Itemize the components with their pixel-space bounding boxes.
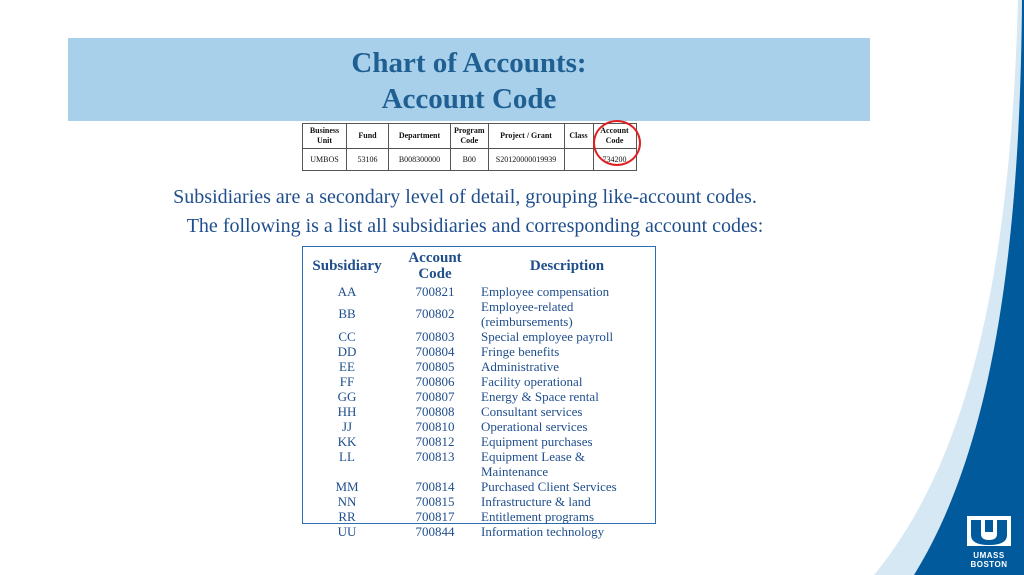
subsidiary-table-body (303, 284, 655, 539)
header-subsidiary: Subsidiary (312, 257, 382, 274)
account-code-cell: 700813 (415, 449, 455, 464)
table-row (303, 419, 655, 434)
intro-line-2: The following is a list all subsidiaries and corresponding account codes: (186, 215, 764, 237)
account-code-cell: 700803 (415, 329, 455, 344)
header-fund: Fund (347, 124, 389, 149)
value-class (564, 149, 593, 171)
account-code-cell: 700815 (415, 494, 455, 509)
value-business-unit: UMBOS (303, 149, 347, 171)
description-cell: Consultant services (481, 404, 583, 419)
slide-title-line-1: Chart of Accounts: (351, 47, 587, 79)
account-code-cell: 700812 (415, 434, 455, 449)
description-cell: Employee-related (reimbursements) (481, 299, 574, 329)
description-cell: Energy & Space rental (481, 389, 599, 404)
account-code-cell: 700810 (415, 419, 455, 434)
header-account-code: Account Code (408, 249, 462, 282)
subsidiary-cell: UU (337, 524, 357, 539)
header-program-code: Program Code (451, 124, 489, 149)
table-row (303, 509, 655, 524)
table-row (303, 344, 655, 359)
subsidiary-cell: EE (339, 359, 355, 374)
table-row (303, 389, 655, 404)
table-row (303, 284, 655, 299)
subsidiary-cell: CC (338, 329, 356, 344)
description-cell: Infrastructure & land (481, 494, 591, 509)
table-row (303, 479, 655, 494)
table-row (303, 434, 655, 449)
umass-boston-logo (963, 516, 1015, 569)
description-cell: Equipment Lease & Maintenance (481, 449, 585, 479)
description-cell: Purchased Client Services (481, 479, 617, 494)
subsidiary-cell: KK (337, 434, 357, 449)
table-row (303, 329, 655, 344)
subsidiary-cell: BB (338, 306, 356, 321)
slide-title-line-2: Account Code (381, 83, 557, 115)
subsidiary-cell: DD (337, 344, 357, 359)
subsidiary-cell: HH (337, 404, 357, 419)
header-description: Description (529, 257, 605, 274)
subsidiary-cell: GG (337, 389, 357, 404)
subsidiary-table (302, 246, 656, 539)
description-cell: Employee compensation (481, 284, 610, 299)
account-code-cell: 700802 (415, 306, 455, 321)
value-fund: 53106 (347, 149, 389, 171)
description-cell: Entitlement programs (481, 509, 595, 524)
description-cell: Operational services (481, 419, 588, 434)
table-row (303, 524, 655, 539)
subsidiary-cell: AA (337, 284, 357, 299)
value-department: B008300000 (389, 149, 451, 171)
chartfield-value-row (303, 149, 637, 171)
header-department: Department (389, 124, 451, 149)
account-code-cell: 700844 (415, 524, 455, 539)
account-code-cell: 700817 (415, 509, 455, 524)
intro-line-1: Subsidiaries are a secondary level of detail, grouping like-account codes. (173, 186, 757, 208)
subsidiary-cell: FF (339, 374, 355, 389)
subsidiary-cell: LL (339, 449, 355, 464)
description-cell: Information technology (481, 524, 605, 539)
table-row (303, 359, 655, 374)
account-code-cell: 700808 (415, 404, 455, 419)
account-code-cell: 700807 (415, 389, 455, 404)
value-program-code: B00 (451, 149, 489, 171)
logo-text-umass: UMASS (973, 551, 1005, 560)
header-project-grant: Project / Grant (488, 124, 564, 149)
subsidiary-cell: MM (335, 479, 359, 494)
description-cell: Fringe benefits (481, 344, 560, 359)
logo-text-boston: BOSTON (970, 560, 1008, 569)
table-row (303, 449, 655, 479)
account-code-cell: 700806 (415, 374, 455, 389)
header-account-code: Account Code (593, 124, 636, 149)
umass-logo-icon (967, 516, 1011, 546)
title-band (68, 38, 870, 121)
account-code-cell: 700805 (415, 359, 455, 374)
description-cell: Administrative (481, 359, 559, 374)
header-business-unit: Business Unit (303, 124, 347, 149)
chartfield-header-row (303, 124, 637, 149)
description-cell: Special employee payroll (481, 329, 614, 344)
account-code-highlight-circle (593, 120, 641, 166)
table-row (303, 299, 655, 329)
account-code-cell: 700814 (415, 479, 455, 494)
subsidiary-cell: NN (337, 494, 357, 509)
value-account-code: 734200 (593, 149, 636, 171)
subsidiary-cell: JJ (341, 419, 353, 434)
value-project-grant: S20120000019939 (488, 149, 564, 171)
account-code-cell: 700821 (415, 284, 455, 299)
header-class: Class (564, 124, 593, 149)
subsidiary-table-header (303, 247, 655, 284)
account-code-cell: 700804 (415, 344, 455, 359)
table-row (303, 494, 655, 509)
chartfield-table (302, 123, 637, 171)
description-cell: Facility operational (481, 374, 583, 389)
subsidiary-cell: RR (338, 509, 356, 524)
description-cell: Equipment purchases (481, 434, 593, 449)
table-row (303, 404, 655, 419)
table-row (303, 374, 655, 389)
